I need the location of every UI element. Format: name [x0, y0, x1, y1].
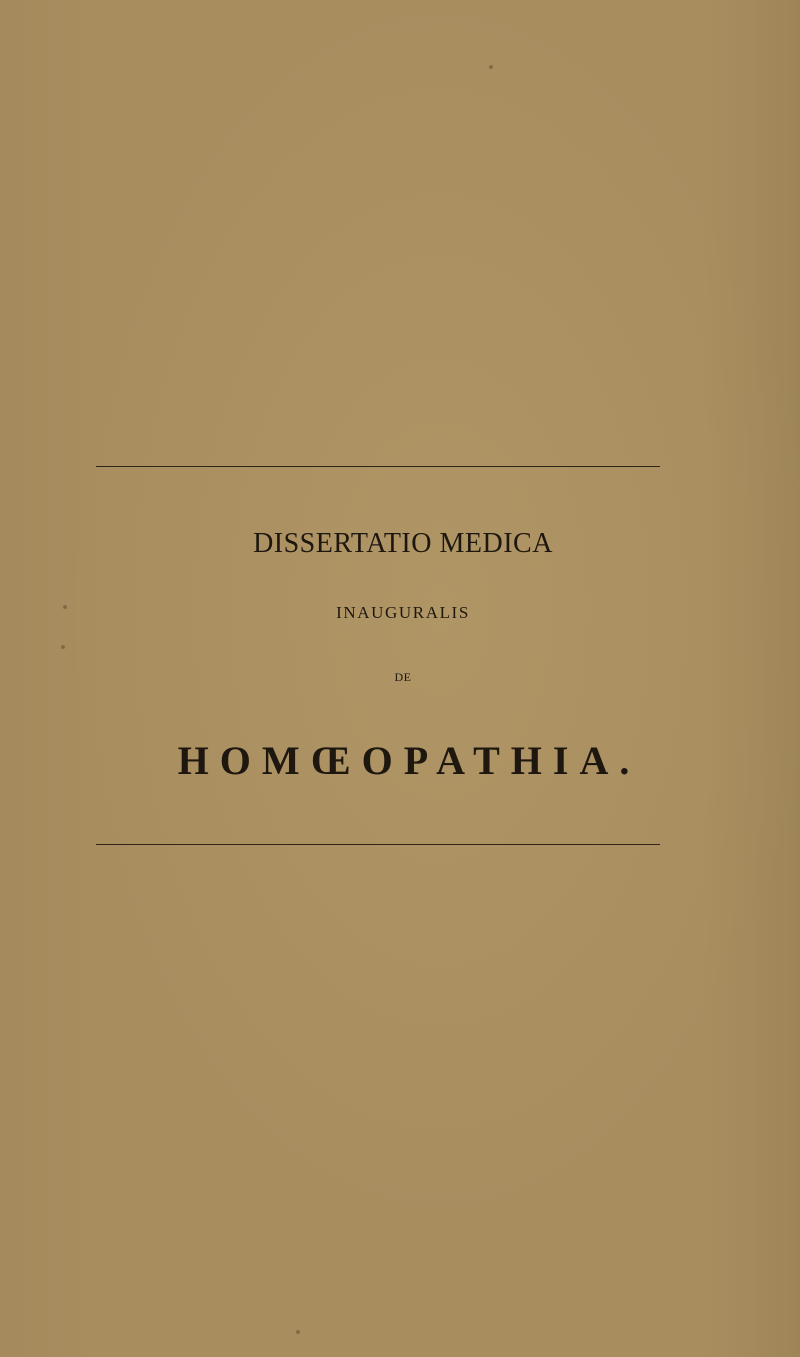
paper-speck	[296, 1330, 300, 1334]
title-line-de: DE	[394, 670, 412, 684]
paper-speck	[61, 645, 65, 649]
bottom-rule	[96, 844, 660, 845]
title-line-inauguralis: INAUGURALIS	[336, 603, 470, 622]
paper-speck	[489, 65, 493, 69]
top-rule	[96, 466, 660, 467]
title-line-dissertatio: DISSERTATIO MEDICA	[253, 528, 553, 559]
title-line-homoeopathia: HOMŒOPATHIA.	[177, 738, 641, 783]
